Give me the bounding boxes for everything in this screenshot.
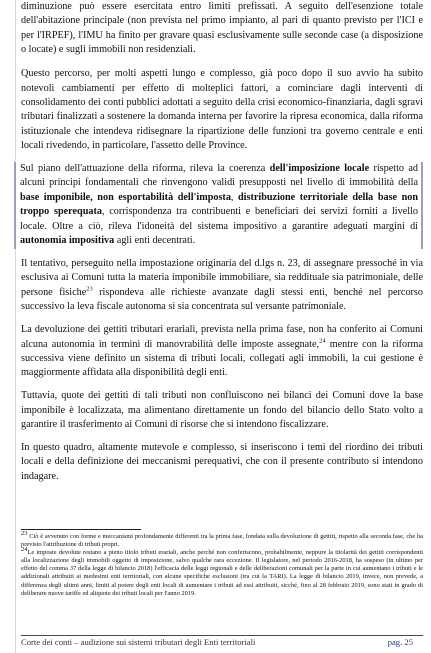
footer-rule <box>21 635 423 636</box>
footer-title: Corte dei conti – audizione sui sistemi tributari degli Enti territoriali <box>21 637 256 647</box>
text-run: agli enti decentrati. <box>114 235 196 247</box>
footnote-separator <box>21 529 141 530</box>
footnote-text: Le imposte devolute restano a pieno titolo tributi erariali, anche perché non conferiscono, probabilmente, neppure la titolarità dei gettiti corrispondenti alla localizzazione degli immobili oggetto di imposizione, salvo qualche rara eccezione. Il legislatore, nel periodo 2016-2018, ha sospeso (in ultimo per effetto del comma 37 della legge di bilancio 2018) l'efficacia delle leggi regionali e delle deliberazioni comunali per la parte in cui aumentano i tributi e le addizionali attribuiti ai medesimi enti territoriali, con alcune specifiche esclusioni (tra cui la TARI). La legge di bilancio 2019, invece, non prevede, a differenza degli ultimi anni, limiti al potere degli enti locali di aumentare i tributi ad essi attribuiti, sicché, fino al 28 febbraio 2019, sono stati in grado di deliberare nuove tariffe ed aliquote dei tributi locali per l'anno 2019. <box>21 549 423 597</box>
footnote-number: 24 <box>21 546 28 554</box>
bold-run: distribuzione territoriale della base non troppo sperequata <box>20 191 419 218</box>
text-run: , <box>230 191 239 203</box>
footnote-number: 23 <box>21 529 28 537</box>
left-margin-rule <box>2 0 16 653</box>
bold-run: base imponibile <box>20 191 91 203</box>
paragraph-tentativo <box>21 257 423 315</box>
text-run: rispetto ad alcuni principi fondamentali che rinvengono validi presupposti nel livello di immobilità della <box>20 163 418 189</box>
bold-run: , non esportabilità dell'imposta <box>90 191 231 203</box>
footnote-23 <box>21 529 423 549</box>
paragraph-imu: diminuzione può essere esercitata entro limiti prefissati. A seguito dell'esenzione totale dell'abitazione principale (non prevista nel primo impianto, al pari di quanto previsto per l'ICI e per l'IRPEF), l'IMU ha finito per gravare quasi esclusivamente sulle seconde case (a disposizione o locate) e sugli immobili non residenziali. <box>21 1 423 56</box>
paragraph-attuazione-riforma <box>14 162 423 248</box>
paragraph-quadro: In questo quadro, altamente mutevole e complesso, si inseriscono i temi del riordino dei tributi locali e della definizione dei meccanismi perequativi, che con il presente contributo si intendono indagare. <box>21 441 423 482</box>
text-run: Sul piano dell'attuazione della riforma, rileva la coerenza <box>20 163 270 175</box>
bold-run: autonomia impositiva <box>20 235 115 247</box>
paragraph-percorso: Questo percorso, per molti aspetti lungo e complesso, già poco dopo il suo avvio ha subito notevoli cambiamenti per effetto di molteplici fattori, a cominciare dagli interventi di consolidamento dei conti pubblici adottati a seguito della crisi economico-finanziaria, dagli sgravi tributari finalizzati a sostenere la domanda interna per favorire la ripresa economica, dalla riforma istituzionale che intendeva ridisegnare la ripartizione delle funzioni tra governo centrale e enti locali rivedendo, in particolare, l'assetto delle Province. <box>21 68 423 152</box>
text-run: La devoluzione dei gettiti tributari erariali, prevista nella prima fase, non ha conferito ai Comuni alcuna autonomia in termini di manovrabilità delle imposte assegnate, <box>21 324 423 350</box>
paragraph-devoluzione <box>21 323 423 381</box>
bold-run: dell'imposizione locale <box>269 163 370 175</box>
paragraph-tuttavia: Tuttavia, quote dei gettiti di tali tributi non confluiscono nei bilanci dei Comuni dove la base imponibile è localizzata, ma alimentano direttamente un fondo del bilancio dello Stato volto a garantire il trasferimento ai Comuni di risorse che si intendono fiscalizzare. <box>21 390 423 431</box>
footnote-24 <box>21 546 423 598</box>
text-run: mentre con la riforma successiva viene definito un sistema di tributi locali, collegati agli immobili, la cui gestione è maggiormente affidata alla disponibilità degli enti. <box>21 338 423 379</box>
text-run: , corrispondenza tra contribuenti e beneficiari dei servizi forniti a livello locale. Oltre a ciò, rileva l'idoneità del sistema impositivo a garantire adeguati margini di <box>20 206 419 232</box>
text-run: Il tentativo, perseguito nella impostazione originaria del d.lgs n. 23, di assegnare pressoché in via esclusiva ai Comuni tutta la materia imponibile immobiliare, sia reddituale sia patrimoniale, delle persone fisiche <box>21 258 423 298</box>
footnote-text: Ciò è avvenuto con forme e meccanismi profondamente differenti tra la prima fase, fondata sulla devoluzione di gettiti, rispetto alla seconda fase, che ha previsto l'attribuzione di tributi propri. <box>21 533 423 549</box>
footnote-ref-23[interactable]: 23 <box>86 285 93 293</box>
text-run: rispondeva alle richieste avanzate dagli stessi enti, benché nel percorso successivo la leva fiscale autonoma si sia concentrata sul versante patrimoniale. <box>21 286 423 313</box>
footnotes <box>21 529 423 598</box>
body-text <box>21 0 423 493</box>
page-number: pag. 25 <box>387 637 413 647</box>
footnote-ref-24[interactable]: 24 <box>319 337 326 345</box>
